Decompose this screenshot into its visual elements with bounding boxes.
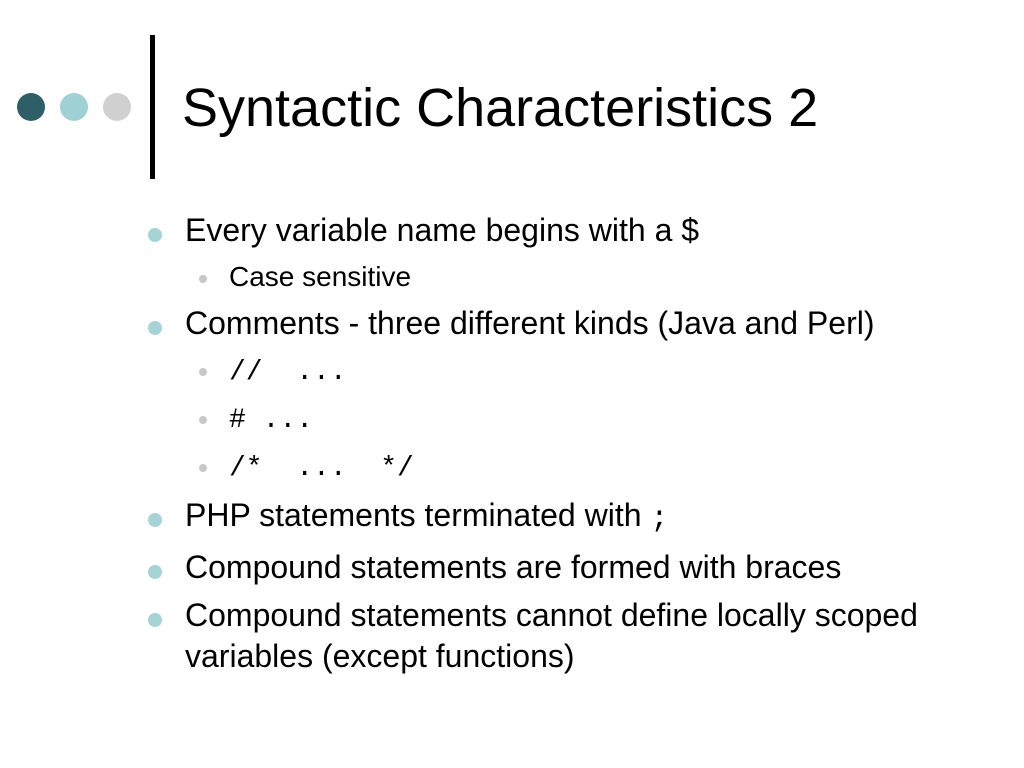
sub-bullet-icon xyxy=(199,416,207,424)
bullet-text: PHP statements terminated with xyxy=(185,497,651,533)
sub-bullet-icon xyxy=(199,275,207,283)
sub-bullet-item xyxy=(145,447,965,488)
bullet-item xyxy=(145,303,965,344)
bullet-icon xyxy=(148,513,162,527)
sub-bullet-item xyxy=(145,258,965,296)
bullet-text: Compound statements are formed with braces xyxy=(185,549,842,585)
bullet-code: ; xyxy=(650,502,669,536)
bullet-icon xyxy=(148,565,162,579)
slide-body xyxy=(145,210,965,684)
dot-mid-icon xyxy=(60,93,88,121)
sub-bullet-item xyxy=(145,351,965,392)
bullet-item xyxy=(145,210,965,251)
bullet-icon xyxy=(148,613,162,627)
title-divider xyxy=(150,35,155,179)
dot-light-icon xyxy=(103,93,131,121)
dot-dark-icon xyxy=(17,93,45,121)
bullet-text: Comments - three different kinds (Java and Perl) xyxy=(185,305,875,341)
sub-bullet-code: # ... xyxy=(229,405,314,436)
bullet-text: Every variable name begins with a $ xyxy=(185,212,700,248)
sub-bullet-code: // ... xyxy=(229,357,347,388)
sub-bullet-text: Case sensitive xyxy=(229,261,412,292)
sub-bullet-item xyxy=(145,399,965,440)
sub-bullet-code: /* ... */ xyxy=(229,453,414,484)
slide-title: Syntactic Characteristics 2 xyxy=(182,78,819,138)
bullet-text: Compound statements cannot define locally scoped variables (except functions) xyxy=(185,597,918,674)
bullet-item xyxy=(145,595,965,677)
sub-bullet-icon xyxy=(199,368,207,376)
decorative-dots xyxy=(17,93,137,123)
bullet-icon xyxy=(148,321,162,335)
bullet-icon xyxy=(148,228,162,242)
bullet-item xyxy=(145,495,965,540)
sub-bullet-icon xyxy=(199,464,207,472)
bullet-item xyxy=(145,547,965,588)
